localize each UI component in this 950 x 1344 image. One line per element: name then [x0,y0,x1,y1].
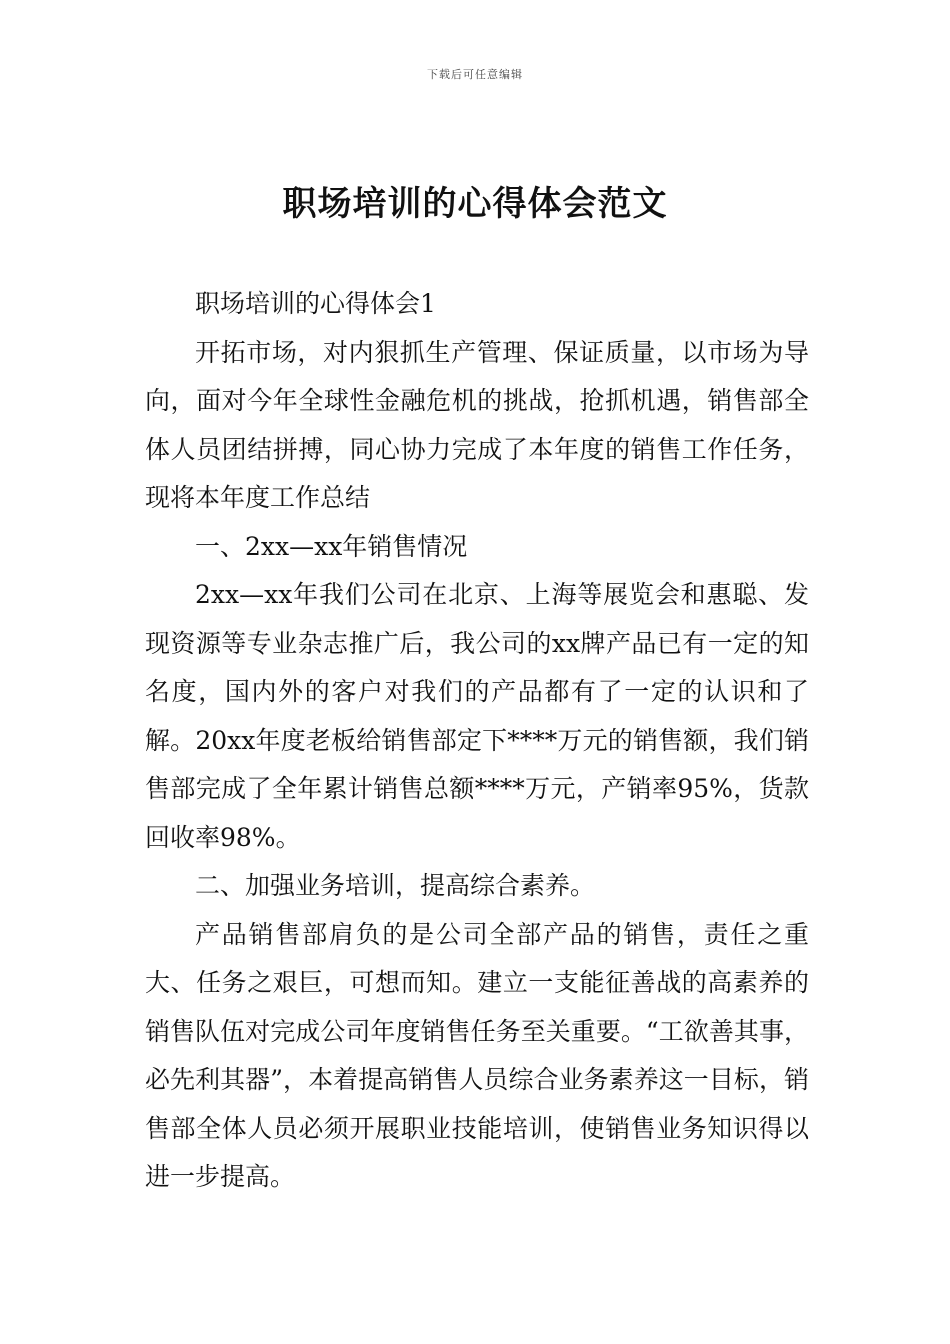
section-heading-1: 职场培训的心得体会1 [195,289,436,318]
document-body [145,280,809,1202]
header-note: 下载后可任意编辑 [427,68,523,81]
paragraph-training: 产品销售部肩负的是公司全部产品的销售，责任之重大、任务之艰巨，可想而知。建立一支能征善战的高素养的销售队伍对完成公司年度销售任务至关重要。“工欲善其事，必先利其器”，本着提高销售人员综合业务素养这一目标，销售部全体人员必须开展职业技能培训，使销售业务知识得以进一步提高。 [145,919,809,1191]
section-heading-sales: 一、2xx—xx年销售情况 [195,531,468,561]
section-heading-training: 二、加强业务培训，提高综合素养。 [195,871,596,900]
paragraph-intro: 开拓市场，对内狠抓生产管理、保证质量，以市场为导向，面对今年全球性金融危机的挑战，抢抓机遇，销售部全体人员团结拼搏，同心协力完成了本年度的销售工作任务，现将本年度工作总结 [145,337,809,512]
paragraph-sales: 2xx—xx年我们公司在北京、上海等展览会和惠聪、发现资源等专业杂志推广后，我公司的xx牌产品已有一定的知名度，国内外的客户对我们的产品都有了一定的认识和了解。20xx年度老板给销售部定下****万元的销售额，我们销售部完成了全年累计销售总额****万元，产销率95%，货款回收率98%。 [145,580,809,852]
document-title: 职场培训的心得体会范文 [282,184,668,224]
